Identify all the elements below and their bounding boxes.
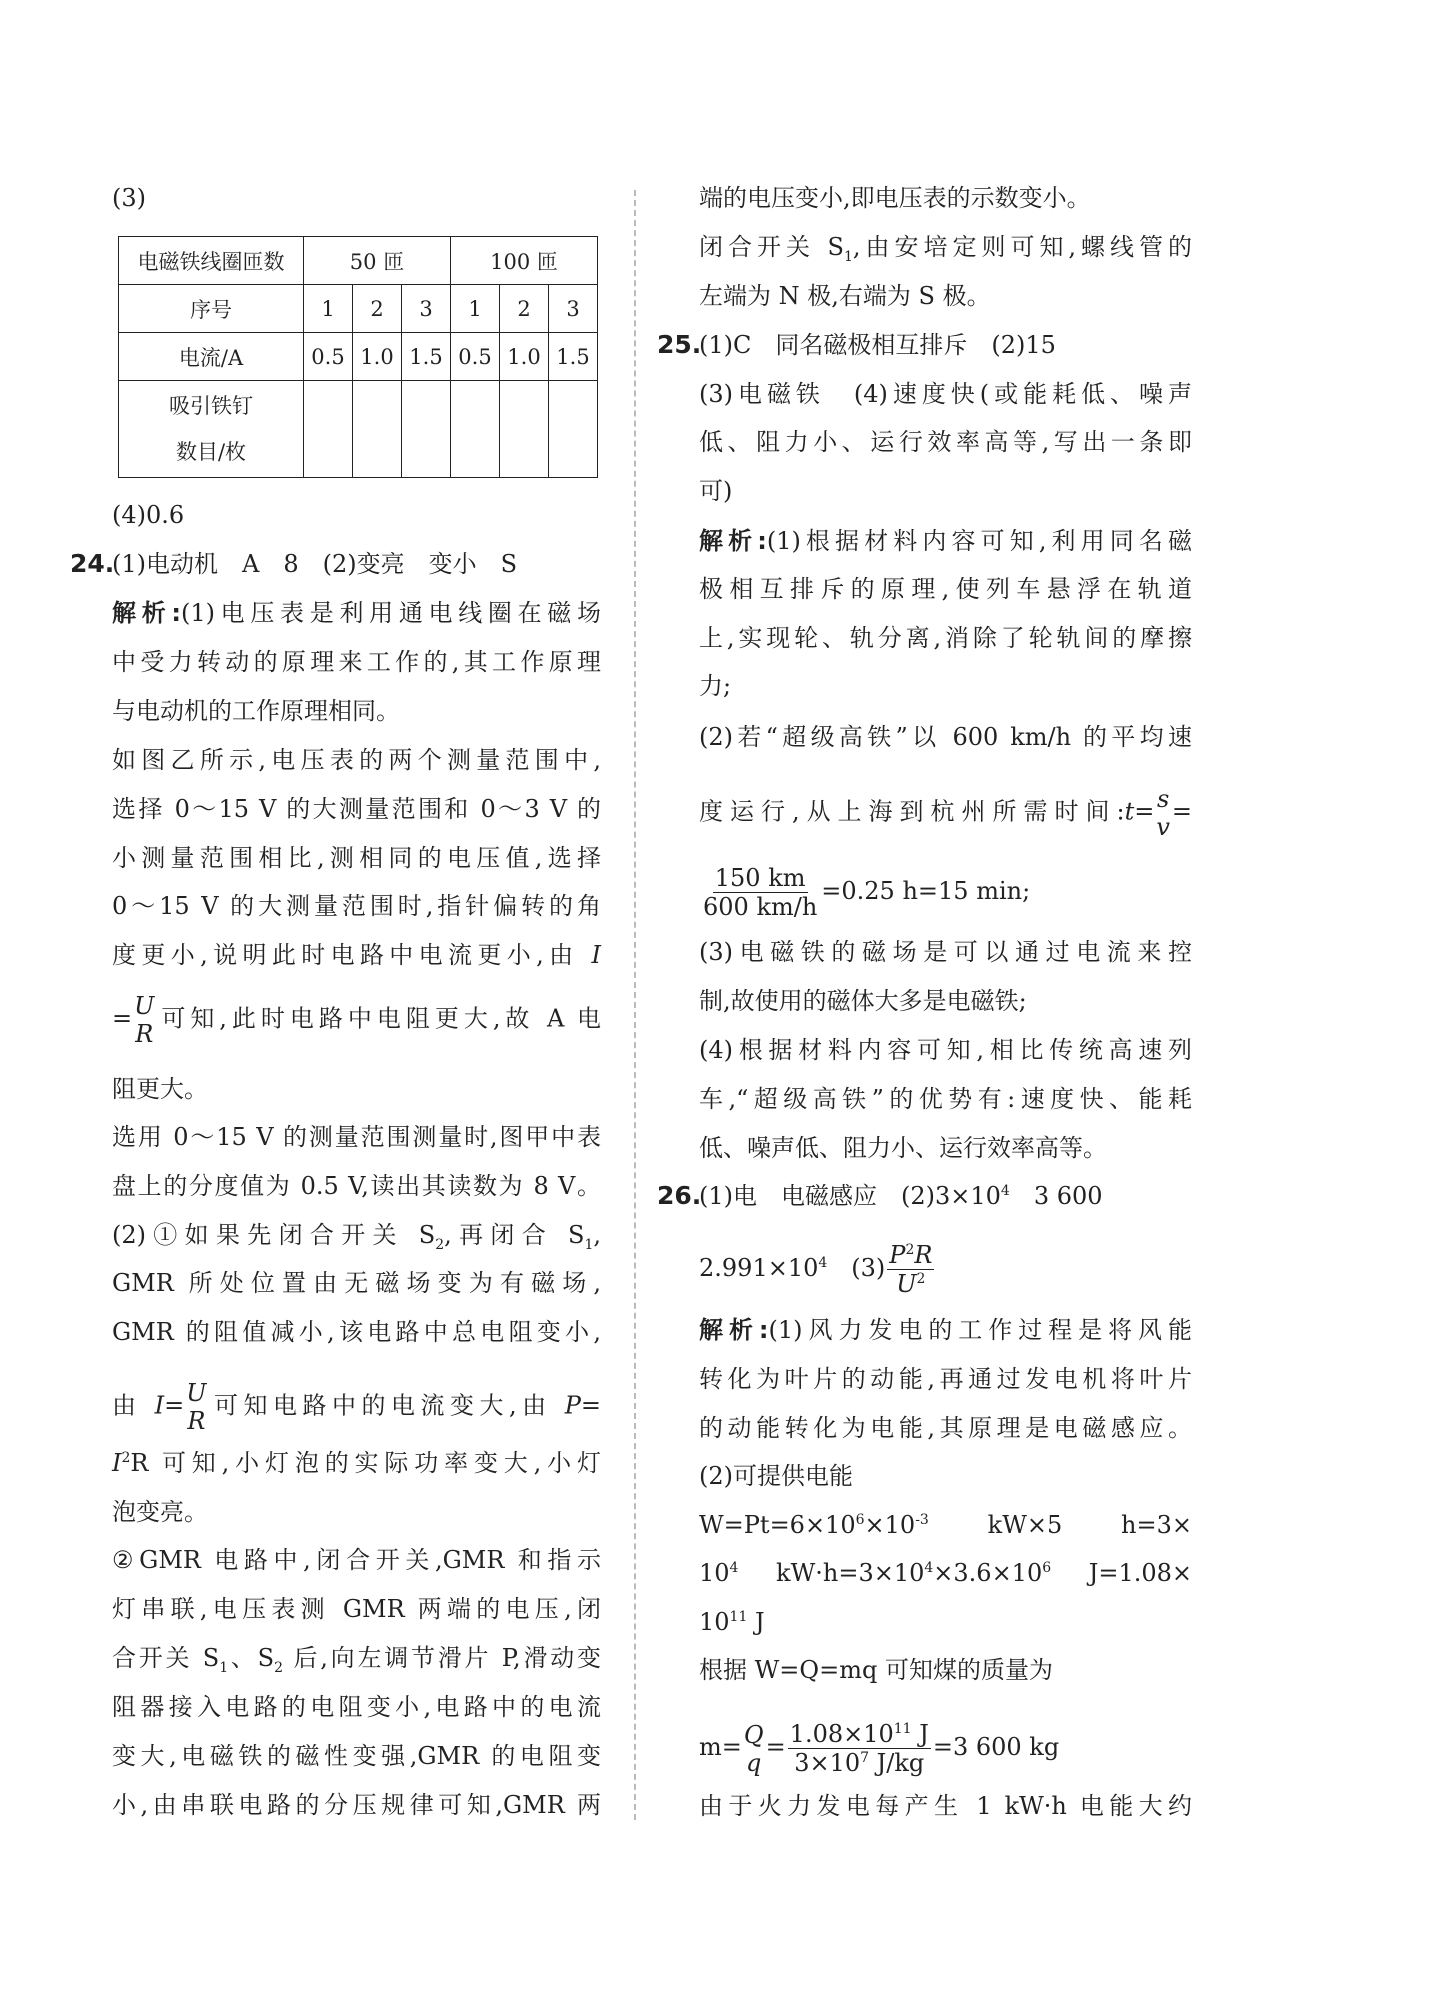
line: 可) <box>699 477 733 505</box>
denominator: 600 km/h <box>703 893 818 921</box>
numerator: 150 km <box>714 864 806 892</box>
math-var: R <box>914 1241 933 1269</box>
numerator <box>887 1241 934 1270</box>
math-var: U <box>896 1270 917 1298</box>
math-var: t <box>1124 797 1135 826</box>
table-header: 电磁铁线圈匝数 <box>119 237 304 285</box>
denominator <box>792 1749 926 1777</box>
fraction <box>788 1720 931 1777</box>
math-var: I <box>154 1391 165 1420</box>
text: 可知电路中的电流变大,由 <box>208 1391 565 1420</box>
line: 小,由串联电路的分压规律可知,GMR 两 <box>112 1791 601 1819</box>
fraction <box>186 1379 206 1435</box>
table-cell: 1.5 <box>402 333 451 381</box>
text: 3 600 <box>1009 1182 1103 1210</box>
line <box>699 864 1192 921</box>
denominator: R <box>135 1020 154 1048</box>
superscript: 6 <box>1042 1560 1052 1576</box>
table-cell <box>353 381 402 478</box>
row-label <box>119 381 304 478</box>
text: 3×10 <box>794 1749 861 1777</box>
line: 盘上的分度值为 0.5 V,读出其读数为 8 V。 <box>112 1172 601 1200</box>
line: 与电动机的工作原理相同。 <box>112 697 400 725</box>
line: 转化为叶片的动能,再通过发电机将叶片 <box>699 1365 1192 1393</box>
line: 制,故使用的磁体大多是电磁铁; <box>699 987 1027 1015</box>
question-number: 25. <box>657 330 702 359</box>
text: 度更小,说明此时电路中电流更小,由 <box>112 941 592 969</box>
line: GMR 所处位置由无磁场变为有磁场, <box>112 1269 601 1297</box>
superscript: 2 <box>121 1450 131 1466</box>
denominator: q <box>746 1748 762 1777</box>
line <box>112 1445 601 1481</box>
superscript: 7 <box>860 1750 870 1766</box>
text: W=Pt=6×10 <box>699 1511 856 1539</box>
question-25-answer <box>657 327 1192 363</box>
denominator: R <box>187 1407 206 1435</box>
table-cell <box>549 381 598 478</box>
text: = <box>580 1391 601 1420</box>
line: (4)根据材料内容可知,相比传统高速列 <box>699 1036 1192 1064</box>
text: =3 600 kg <box>932 1733 1060 1761</box>
table-cell: 1.5 <box>549 333 598 381</box>
text: 1.08×10 <box>789 1720 894 1748</box>
text: 由 <box>112 1391 155 1420</box>
math-var: I <box>112 1449 122 1477</box>
table-cell <box>304 381 353 478</box>
text: 10 <box>699 1608 730 1636</box>
text: 可知,此时电路中电阻更大,故 A 电 <box>156 1004 601 1033</box>
text: R 可知,小灯泡的实际功率变大,小灯 <box>130 1449 601 1477</box>
text: = <box>1134 797 1155 826</box>
math-var: P <box>564 1391 581 1420</box>
table-cell: 3 <box>402 285 451 333</box>
line: 根据 W=Q=mq 可知煤的质量为 <box>699 1656 1053 1684</box>
row-label-line: 吸引铁钉 <box>169 394 253 418</box>
line: GMR 的阻值减小,该电路中总电阻变小, <box>112 1318 601 1346</box>
line <box>699 1604 1192 1640</box>
text: (3) <box>112 184 146 212</box>
table-cell: 1.0 <box>500 333 549 381</box>
text: (1)电动机 A 8 (2)变亮 变小 S <box>112 550 518 578</box>
text: 后,向左调节滑片 P,滑动变 <box>283 1644 601 1672</box>
text: (1)根据材料内容可知,利用同名磁 <box>766 527 1192 555</box>
row-label: 序号 <box>119 285 304 333</box>
table-header: 50 匝 <box>304 237 451 285</box>
text: 度运行,从上海到杭州所需时间: <box>699 797 1125 826</box>
analysis-label: 解析: <box>112 599 181 627</box>
line: 由于火力发电每产生 1 kW·h 电能大约 <box>699 1792 1192 1820</box>
electromagnet-table <box>118 236 598 478</box>
text: (1)电 电磁感应 (2)3×10 <box>699 1182 1001 1210</box>
line: 小测量范围相比,测相同的电压值,选择 <box>112 844 601 872</box>
numerator: s <box>1156 785 1170 813</box>
line: 选用 0～15 V 的测量范围测量时,图甲中表 <box>112 1123 601 1151</box>
superscript: 6 <box>855 1512 865 1528</box>
line: (2)可提供电能 <box>699 1462 853 1490</box>
numerator <box>788 1720 931 1749</box>
q23-part3-label <box>112 180 601 216</box>
superscript: 11 <box>893 1721 912 1737</box>
subscript: 1 <box>584 1236 594 1253</box>
fraction <box>744 1721 764 1777</box>
fraction <box>1156 785 1170 841</box>
math-var: P <box>889 1241 906 1269</box>
analysis-label: 解析: <box>699 527 767 555</box>
denominator <box>894 1270 927 1298</box>
text: J <box>911 1720 929 1748</box>
table-cell: 1 <box>451 285 500 333</box>
text: = <box>164 1391 185 1420</box>
text: (1)风力发电的工作过程是将风能 <box>768 1316 1192 1344</box>
line: 变大,电磁铁的磁性变强,GMR 的电阻变 <box>112 1742 601 1770</box>
line: 低、噪声低、阻力小、运行效率高等。 <box>699 1134 1107 1162</box>
line: 如图乙所示,电压表的两个测量范围中, <box>112 746 601 774</box>
question-number: 26. <box>657 1181 702 1210</box>
line: 力; <box>699 672 732 700</box>
line <box>112 595 601 631</box>
line <box>699 1312 1192 1348</box>
line: 左端为 N 极,右端为 S 极。 <box>699 282 991 310</box>
text: J/kg <box>869 1749 925 1777</box>
subscript: 1 <box>844 248 853 265</box>
line <box>699 229 1192 265</box>
column-divider <box>634 190 636 1820</box>
subscript: 1 <box>219 1659 229 1676</box>
text: (3) <box>827 1254 886 1282</box>
line <box>112 497 601 533</box>
text: ×10 <box>864 1511 916 1539</box>
line <box>112 1379 601 1435</box>
superscript: 2 <box>916 1271 926 1287</box>
table-cell <box>402 381 451 478</box>
text: 闭合开关 S <box>699 233 844 261</box>
line: 极相互排斥的原理,使列车悬浮在轨道 <box>699 575 1192 603</box>
text: (1)电压表是利用通电线圈在磁场 <box>180 599 601 627</box>
line: 0～15 V 的大测量范围时,指针偏转的角 <box>112 892 601 920</box>
text: m= <box>699 1733 742 1761</box>
text: J=1.08× <box>1051 1559 1193 1587</box>
text: J <box>747 1608 765 1636</box>
text: 、S <box>228 1644 275 1672</box>
line <box>112 937 601 973</box>
row-label: 电流/A <box>119 333 304 381</box>
text: , <box>593 1221 601 1249</box>
line: 的动能转化为电能,其原理是电磁感应。 <box>699 1414 1192 1442</box>
line <box>112 992 601 1048</box>
line: 泡变亮。 <box>112 1498 208 1526</box>
line <box>699 1507 1192 1543</box>
text: = <box>1171 797 1192 826</box>
question-24-answer <box>70 546 601 582</box>
numerator: Q <box>743 1720 764 1749</box>
line: (2)若“超级高铁”以 600 km/h 的平均速 <box>699 723 1192 751</box>
text: 2.991×10 <box>699 1254 819 1282</box>
text: =0.25 h=15 min; <box>821 877 1031 905</box>
line: 车,“超级高铁”的优势有:速度快、能耗 <box>699 1085 1192 1113</box>
superscript: 2 <box>905 1242 915 1258</box>
table-cell <box>500 381 549 478</box>
text: (2)①如果先闭合开关 S <box>112 1221 436 1249</box>
superscript: 4 <box>729 1560 739 1576</box>
subscript: 2 <box>435 1236 445 1253</box>
text: 10 <box>699 1559 730 1587</box>
table-cell: 2 <box>500 285 549 333</box>
question-26-answer <box>657 1178 1192 1214</box>
line: 灯串联,电压表测 GMR 两端的电压,闭 <box>112 1595 601 1623</box>
line <box>699 785 1192 841</box>
denominator: v <box>1156 813 1170 841</box>
line <box>699 1555 1192 1591</box>
table-cell: 1.0 <box>353 333 402 381</box>
line: (3)电磁铁的磁场是可以通过电流来控 <box>699 938 1192 966</box>
text: = <box>765 1733 786 1761</box>
superscript: 4 <box>818 1255 828 1271</box>
text: ×3.6×10 <box>933 1559 1043 1587</box>
table-cell: 2 <box>353 285 402 333</box>
line: (3)电磁铁 (4)速度快(或能耗低、噪声 <box>699 380 1192 408</box>
line <box>699 523 1192 559</box>
table-header: 100 匝 <box>451 237 598 285</box>
question-number: 24. <box>70 549 115 578</box>
text: ,由安培定则可知,螺线管的 <box>852 233 1192 261</box>
line: 选择 0～15 V 的大测量范围和 0～3 V 的 <box>112 795 601 823</box>
math-var: I <box>591 941 601 969</box>
table-cell: 0.5 <box>451 333 500 381</box>
line: 阻更大。 <box>112 1075 208 1103</box>
numerator: U <box>134 992 155 1020</box>
text: (4)0.6 <box>112 501 185 529</box>
line: ②GMR 电路中,闭合开关,GMR 和指示 <box>112 1546 601 1574</box>
superscript: 4 <box>924 1560 934 1576</box>
line: 端的电压变小,即电压表的示数变小。 <box>699 184 1091 212</box>
table-cell: 3 <box>549 285 598 333</box>
fraction <box>134 992 154 1048</box>
table-cell <box>451 381 500 478</box>
subscript: 2 <box>274 1659 284 1676</box>
text: kW·h=3×10 <box>738 1559 925 1587</box>
table-cell: 0.5 <box>304 333 353 381</box>
line <box>112 1217 601 1253</box>
row-label-line: 数目/枚 <box>175 440 247 464</box>
fraction <box>701 864 819 921</box>
fraction <box>887 1241 934 1298</box>
numerator: U <box>186 1379 207 1407</box>
line: 阻器接入电路的电阻变小,电路中的电流 <box>112 1693 601 1721</box>
superscript: 4 <box>1000 1183 1010 1199</box>
line: 上,实现轮、轨分离,消除了轮轨间的摩擦 <box>699 624 1192 652</box>
text: kW×5 h=3× <box>928 1511 1192 1539</box>
text: = <box>112 1004 133 1033</box>
text: (1)C 同名磁极相互排斥 (2)15 <box>699 331 1056 359</box>
analysis-label: 解析: <box>699 1316 769 1344</box>
text: 合开关 S <box>112 1644 220 1672</box>
table-cell: 1 <box>304 285 353 333</box>
line <box>112 1640 601 1676</box>
superscript: -3 <box>915 1512 929 1528</box>
line <box>699 1241 1192 1298</box>
line: 中受力转动的原理来工作的,其工作原理 <box>112 648 601 676</box>
text: ,再闭合 S <box>444 1221 585 1249</box>
superscript: 11 <box>729 1609 748 1625</box>
line: 低、阻力小、运行效率高等,写出一条即 <box>699 428 1192 456</box>
